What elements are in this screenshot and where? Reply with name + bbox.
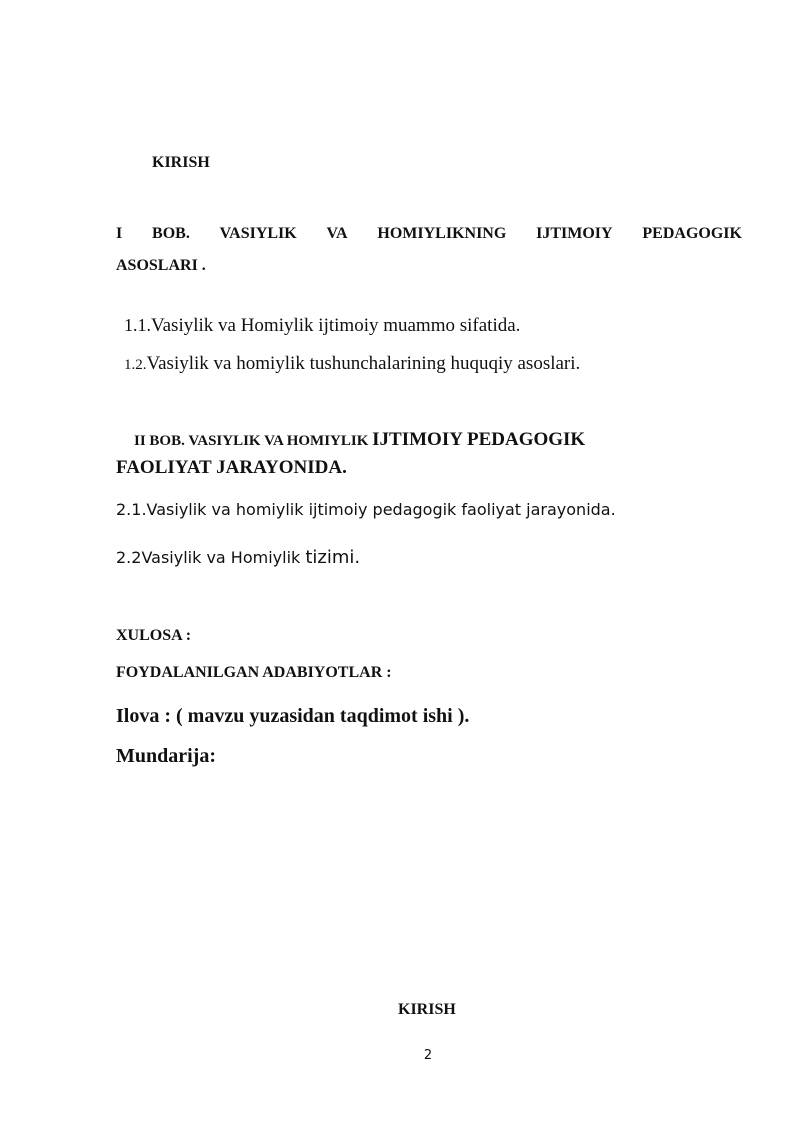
toc-ilova: Ilova : ( mavzu yuzasidan taqdimot ishi ). (116, 705, 470, 727)
page-number: 2 (423, 1048, 433, 1063)
section-2-2-part-a: 2.2Vasiylik va Homiylik (116, 548, 306, 567)
toc-section-2-1: 2.1.Vasiylik va homiylik ijtimoiy pedagogik faoliyat jarayonida. (116, 500, 616, 519)
toc-chapter-1-line-1 (116, 218, 742, 250)
chapter-2-part-b: IJTIMOIY PEDAGOGIK (372, 429, 586, 450)
toc-section-1-1 (124, 315, 520, 337)
chapter-2-part-a: II BOB. VASIYLIK VA HOMIYLIK (134, 433, 369, 449)
toc-foydalanilgan-adabiyotlar: FOYDALANILGAN ADABIYOTLAR : (116, 664, 392, 681)
section-number: 1.1. (124, 315, 151, 335)
section-title: Vasiylik va Homiylik ijtimoiy muammo sifatida. (151, 315, 521, 336)
chapter-1-word: PEDAGOGIK (642, 225, 742, 242)
toc-section-2-2 (116, 547, 360, 568)
toc-chapter-2-line-1 (134, 429, 585, 451)
chapter-1-word: VASIYLIK (219, 225, 297, 242)
toc-section-1-2 (124, 353, 580, 375)
section-title: Vasiylik va homiylik tushunchalarining huquqiy asoslari. (146, 353, 581, 374)
chapter-1-word: VA (326, 225, 348, 242)
toc-mundarija: Mundarija: (116, 745, 216, 767)
section-2-2-part-b: tizimi. (305, 547, 361, 568)
section-number: 1.2. (124, 357, 147, 373)
toc-chapter-1-line-2: ASOSLARI . (116, 257, 206, 274)
chapter-1-word: BOB. (152, 225, 190, 242)
toc-chapter-1 (116, 218, 742, 282)
section-heading-kirish: KIRISH (398, 1001, 456, 1018)
chapter-1-word: HOMIYLIKNING (377, 225, 507, 242)
chapter-1-word: IJTIMOIY (536, 225, 613, 242)
toc-xulosa: XULOSA : (116, 627, 192, 644)
toc-kirish: KIRISH (152, 154, 210, 171)
toc-chapter-2-line-2: FAOLIYAT JARAYONIDA. (116, 457, 347, 478)
chapter-1-word: I (116, 225, 123, 242)
